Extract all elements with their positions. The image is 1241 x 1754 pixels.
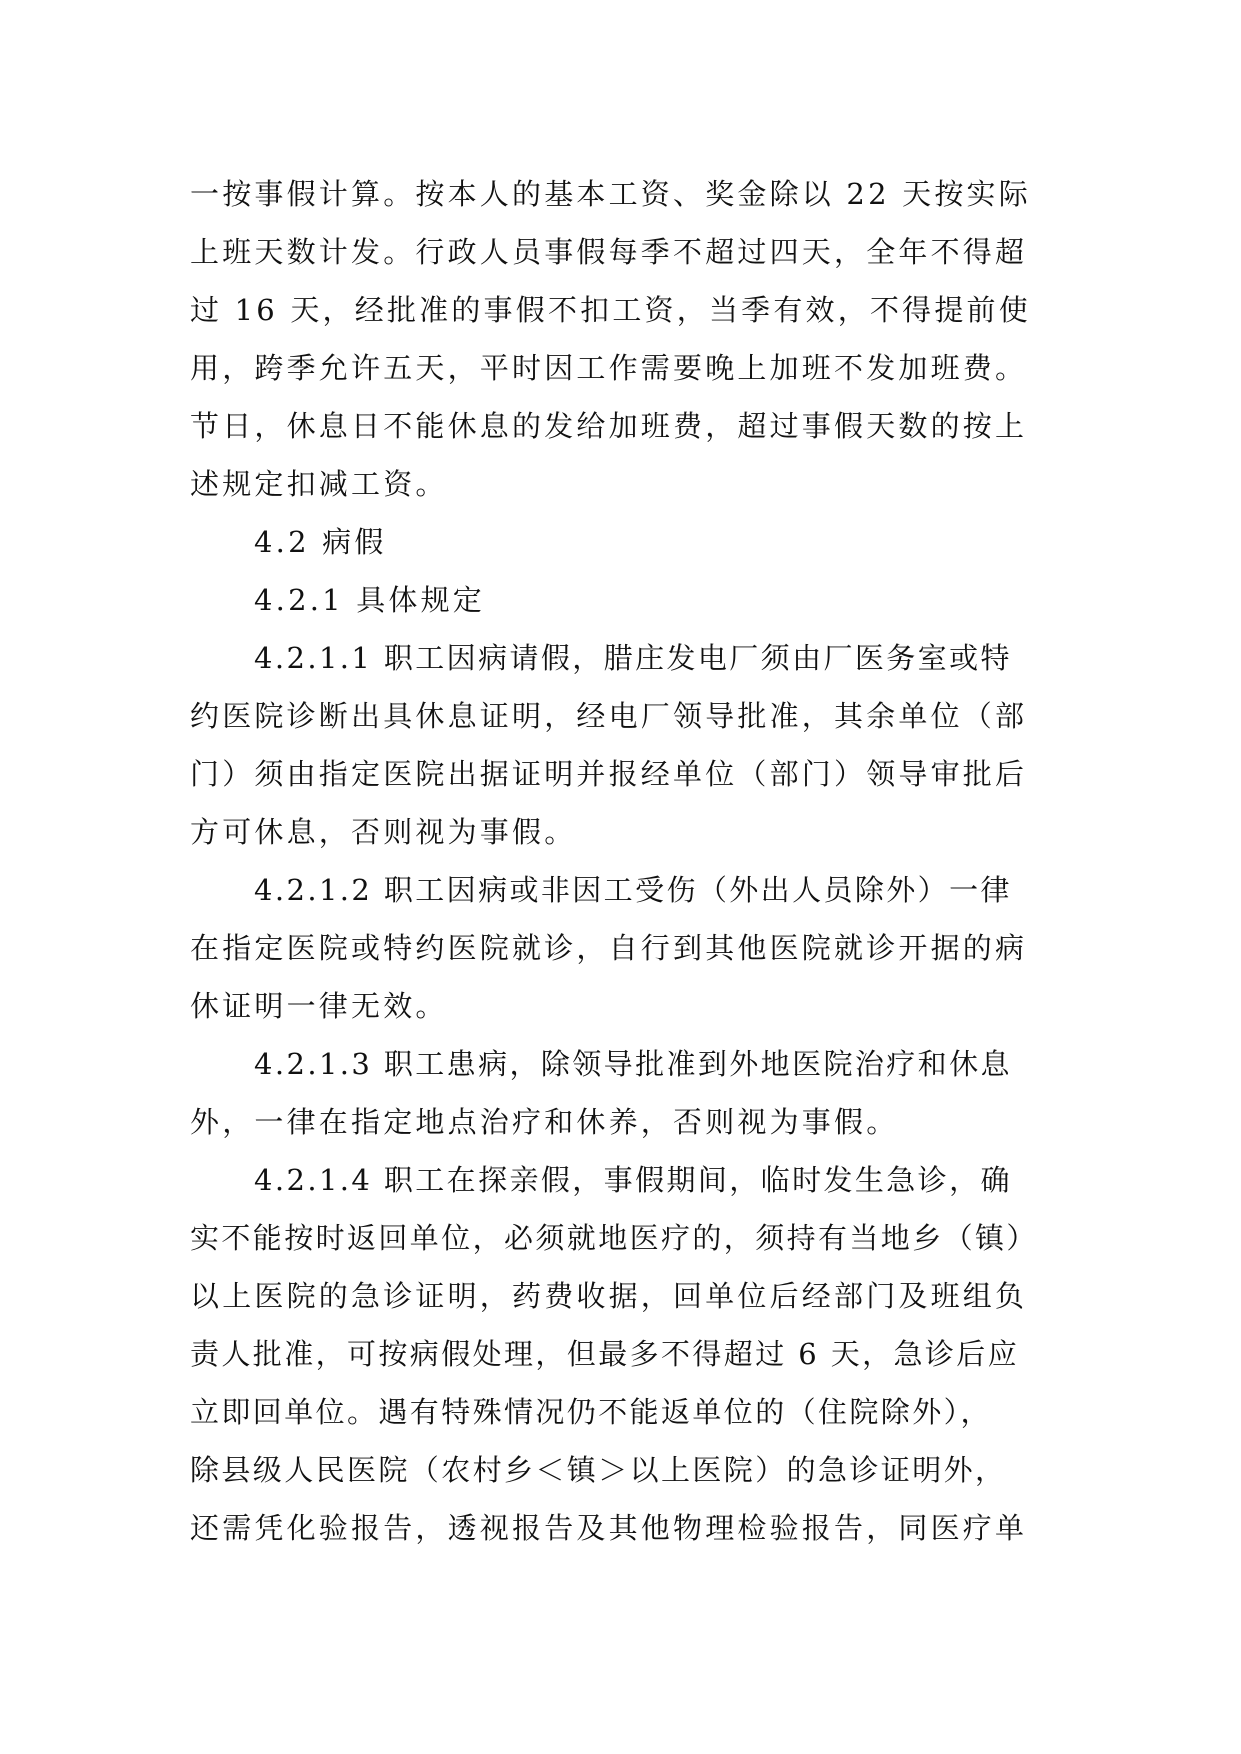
clause-heading-line: 4.2.1.4 职工在探亲假，事假期间，临时发生急诊，确	[254, 1163, 1012, 1197]
subsection-heading: 4.2.1 具体规定	[254, 583, 486, 617]
clause-heading-line: 4.2.1.2 职工因病或非因工受伤（外出人员除外）一律	[254, 873, 1012, 907]
text-line: 以上医院的急诊证明，药费收据，回单位后经部门及班组负	[190, 1279, 1028, 1313]
text-line: 上班天数计发。行政人员事假每季不超过四天，全年不得超	[190, 235, 1028, 269]
section-heading: 4.2 病假	[254, 525, 387, 559]
text-line: 述规定扣减工资。	[190, 467, 448, 501]
text-line: 立即回单位。遇有特殊情况仍不能返单位的（住院除外），	[190, 1395, 992, 1429]
text-line: 还需凭化验报告，透视报告及其他物理检验报告，同医疗单	[190, 1511, 1028, 1545]
text-line: 门）须由指定医院出据证明并报经单位（部门）领导审批后	[190, 757, 1028, 791]
clause-heading-line: 4.2.1.1 职工因病请假，腊庄发电厂须由厂医务室或特	[254, 641, 1012, 675]
text-line: 过 16 天，经批准的事假不扣工资，当季有效，不得提前使	[190, 293, 1031, 327]
text-line: 休证明一律无效。	[190, 989, 448, 1023]
text-line: 节日，休息日不能休息的发给加班费，超过事假天数的按上	[190, 409, 1028, 443]
clause-heading-line: 4.2.1.3 职工患病，除领导批准到外地医院治疗和休息	[254, 1047, 1012, 1081]
text-line: 外，一律在指定地点治疗和休养，否则视为事假。	[190, 1105, 899, 1139]
text-line: 一按事假计算。按本人的基本工资、奖金除以 22 天按实际	[190, 177, 1031, 211]
text-line: 方可休息，否则视为事假。	[190, 815, 577, 849]
text-line: 用，跨季允许五天，平时因工作需要晚上加班不发加班费。	[190, 351, 1028, 385]
document-body	[190, 165, 1060, 1557]
text-line: 除县级人民医院（农村乡＜镇＞以上医院）的急诊证明外，	[190, 1453, 1007, 1487]
text-line: 约医院诊断出具休息证明，经电厂领导批准，其余单位（部	[190, 699, 1028, 733]
text-line: 在指定医院或特约医院就诊，自行到其他医院就诊开据的病	[190, 931, 1028, 965]
text-line: 责人批准，可按病假处理，但最多不得超过 6 天，急诊后应	[190, 1337, 1020, 1371]
text-line: 实不能按时返回单位，必须就地医疗的，须持有当地乡（镇）	[190, 1221, 1038, 1255]
